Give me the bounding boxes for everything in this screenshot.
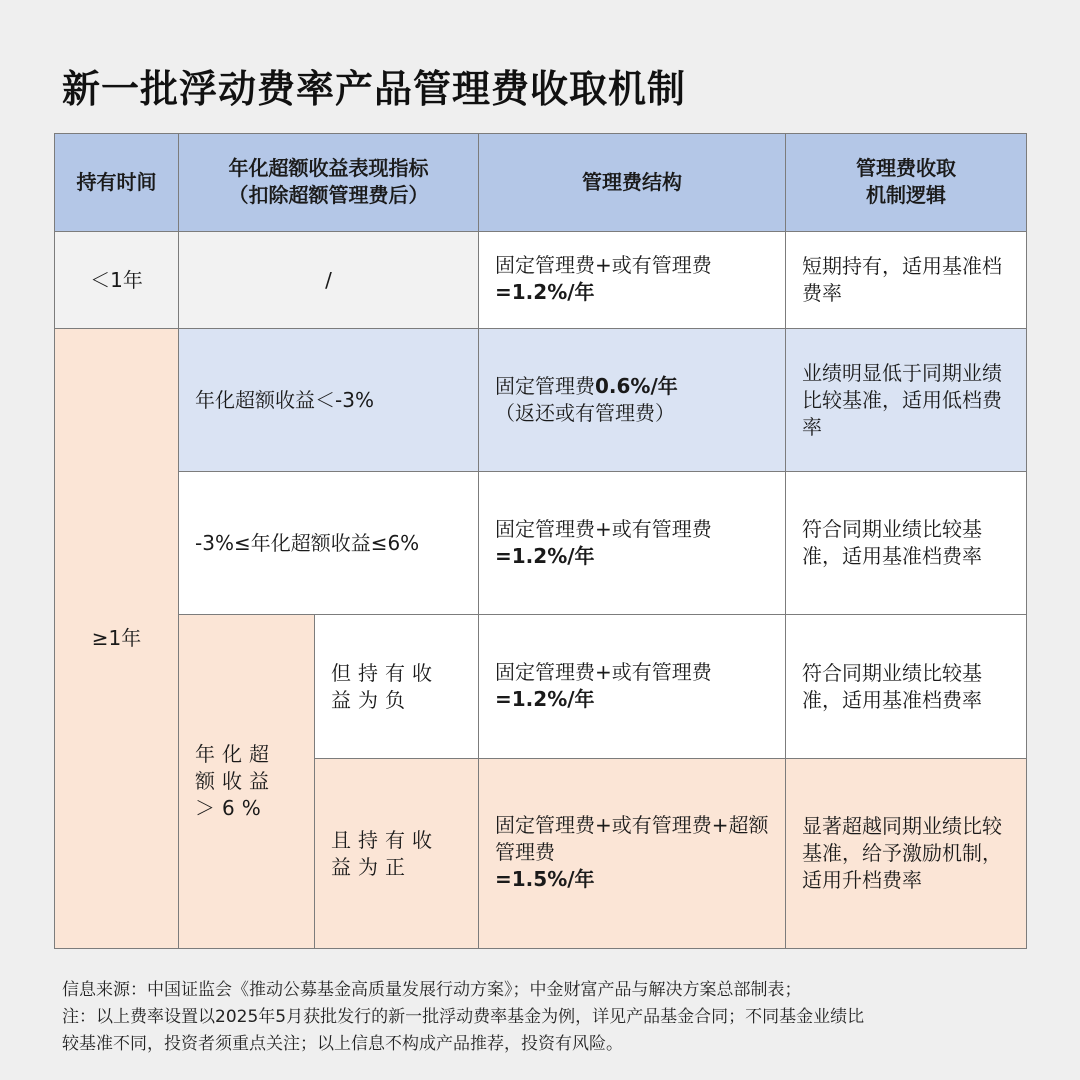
logic-high-neg-cell — [786, 615, 1026, 759]
sub-high-pos: 且持有收益为正 — [331, 827, 439, 879]
fee-lt1-cell — [479, 232, 786, 329]
fee-low-rate: 0.6%/年 — [595, 374, 678, 398]
page-title: 新一批浮动费率产品管理费收取机制 — [62, 67, 687, 111]
holding-lt1-cell — [55, 232, 179, 329]
logic-low: 业绩明显低于同期业绩比较基准，适用低档费率 — [802, 360, 1002, 439]
fee-high-pos-line1: 固定管理费+或有管理费+超额管理费 — [495, 813, 769, 864]
fee-lt1-line2: =1.2%/年 — [495, 280, 595, 304]
fee-mid-cell — [479, 472, 786, 615]
indicator-mid-cell — [179, 472, 479, 615]
indicator-lt1-cell — [179, 232, 479, 329]
fee-high-neg-line1: 固定管理费+或有管理费 — [495, 660, 712, 684]
fee-high-pos-cell — [479, 759, 786, 948]
fee-high-neg-cell — [479, 615, 786, 759]
header-indicator-line1: 年化超额收益表现指标 — [228, 156, 429, 180]
fee-low-line2: （返还或有管理费） — [495, 401, 675, 425]
header-logic — [786, 134, 1026, 232]
logic-lt1: 短期持有，适用基准档费率 — [802, 254, 1002, 305]
indicator-lt1: / — [325, 267, 332, 292]
fee-mid-line2: =1.2%/年 — [495, 544, 595, 568]
fee-low-cell — [479, 329, 786, 472]
logic-lt1-cell — [786, 232, 1026, 329]
logic-high-pos: 显著超越同期业绩比较基准，给予激励机制，适用升档费率 — [802, 814, 1002, 892]
indicator-low: 年化超额收益＜-3% — [195, 387, 374, 412]
logic-mid: 符合同期业绩比较基准，适用基准档费率 — [802, 517, 982, 568]
indicator-high-cell — [179, 615, 315, 948]
header-logic-line2: 机制逻辑 — [866, 183, 946, 207]
logic-high-neg: 符合同期业绩比较基准，适用基准档费率 — [802, 660, 982, 712]
holding-ge1-cell — [55, 329, 179, 948]
header-indicator-line2: （扣除超额管理费后） — [228, 183, 429, 207]
footer-notes — [62, 977, 1022, 1058]
header-fee-structure-label: 管理费结构 — [582, 170, 682, 194]
fee-lt1-line1: 固定管理费+或有管理费 — [495, 253, 712, 277]
footer-note-line2: 较基准不同，投资者须重点关注；以上信息不构成产品推荐，投资有风险。 — [62, 1034, 623, 1054]
indicator-mid: -3%≤年化超额收益≤6% — [195, 530, 420, 555]
logic-mid-cell — [786, 472, 1026, 615]
logic-high-pos-cell — [786, 759, 1026, 948]
header-indicator — [179, 134, 479, 232]
header-fee-structure — [479, 134, 786, 232]
sub-high-neg-cell — [315, 615, 479, 759]
logic-low-cell — [786, 329, 1026, 472]
fee-mid-line1: 固定管理费+或有管理费 — [495, 517, 712, 541]
header-holding-time — [55, 134, 179, 232]
footer-source: 信息来源：中国证监会《推动公募基金高质量发展行动方案》；中金财富产品与解决方案总部制表； — [62, 980, 802, 1000]
sub-high-neg: 但持有收益为负 — [331, 660, 439, 712]
sub-high-pos-cell — [315, 759, 479, 948]
header-logic-line1: 管理费收取 — [856, 156, 956, 180]
fee-low-prefix: 固定管理费 — [495, 374, 595, 398]
fee-high-neg-line2: =1.2%/年 — [495, 687, 595, 711]
indicator-low-cell — [179, 329, 479, 472]
footer-note-line1: 注：以上费率设置以2025年5月获批发行的新一批浮动费率基金为例，详见产品基金合同；不同基金业绩比 — [62, 1007, 865, 1027]
holding-lt1: ＜1年 — [90, 267, 143, 292]
header-holding-time-label: 持有时间 — [76, 170, 157, 194]
holding-ge1: ≥1年 — [91, 626, 142, 650]
indicator-high: 年化超额收益＞6% — [195, 742, 276, 820]
fee-mechanism-table — [54, 133, 1027, 949]
fee-high-pos-line2: =1.5%/年 — [495, 867, 595, 891]
